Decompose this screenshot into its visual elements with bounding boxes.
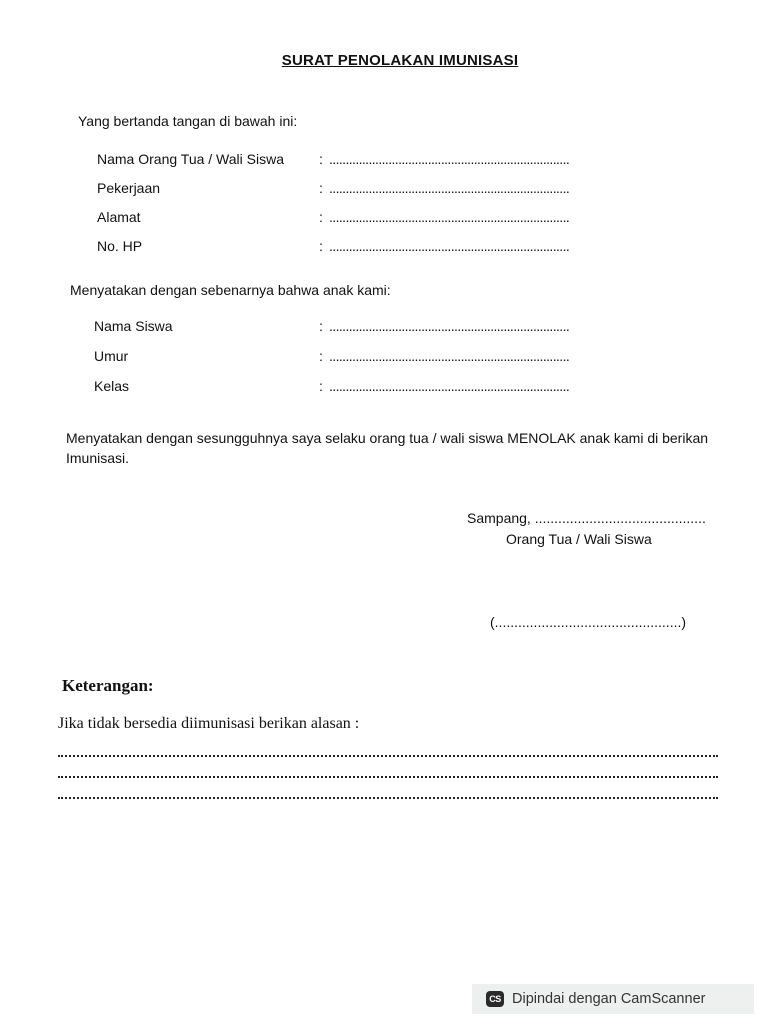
signature-place-date: Sampang, ............................................ [467, 510, 706, 526]
field-colon: : [319, 318, 323, 334]
field-colon: : [319, 180, 323, 196]
field-blank: ......................................................................... [329, 209, 570, 225]
field-blank: ......................................................................... [329, 378, 570, 394]
field-colon: : [319, 348, 323, 364]
field-colon: : [319, 378, 323, 394]
field-label: Kelas [94, 378, 130, 394]
field-blank: ......................................................................... [329, 318, 570, 334]
statement-intro: Menyatakan dengan sebenarnya bahwa anak kami: [70, 282, 391, 298]
camscanner-icon: CS [486, 991, 504, 1007]
field-colon: : [319, 238, 323, 254]
keterangan-heading: Keterangan: [62, 676, 154, 695]
reason-line [58, 794, 718, 799]
document-title: SURAT PENOLAKAN IMUNISASI [281, 52, 519, 69]
declaration-text: Menyatakan dengan sesungguhnya saya selaku orang tua / wali siswa MENOLAK anak kami di berikan Imunisasi. [66, 430, 709, 466]
camscanner-text: Dipindai dengan CamScanner [512, 991, 706, 1007]
field-blank: ......................................................................... [329, 238, 570, 254]
reason-line [58, 773, 718, 778]
field-blank: ......................................................................... [329, 151, 570, 167]
reason-line [58, 752, 718, 757]
field-blank: ......................................................................... [329, 348, 570, 364]
camscanner-badge [472, 984, 754, 1014]
field-label: Nama Siswa [94, 318, 173, 334]
field-label: Umur [94, 348, 129, 364]
intro-text: Yang bertanda tangan di bawah ini: [78, 113, 298, 129]
signature-name-blank: (................................................) [490, 614, 687, 630]
keterangan-question: Jika tidak bersedia diimunisasi berikan alasan : [58, 715, 360, 732]
field-label: No. HP [97, 238, 143, 254]
field-label: Nama Orang Tua / Wali Siswa [97, 151, 284, 167]
field-colon: : [319, 209, 323, 225]
field-colon: : [319, 151, 323, 167]
field-label: Pekerjaan [97, 180, 161, 196]
field-blank: ......................................................................... [329, 180, 570, 196]
field-label: Alamat [97, 209, 141, 225]
signature-role: Orang Tua / Wali Siswa [506, 531, 652, 547]
